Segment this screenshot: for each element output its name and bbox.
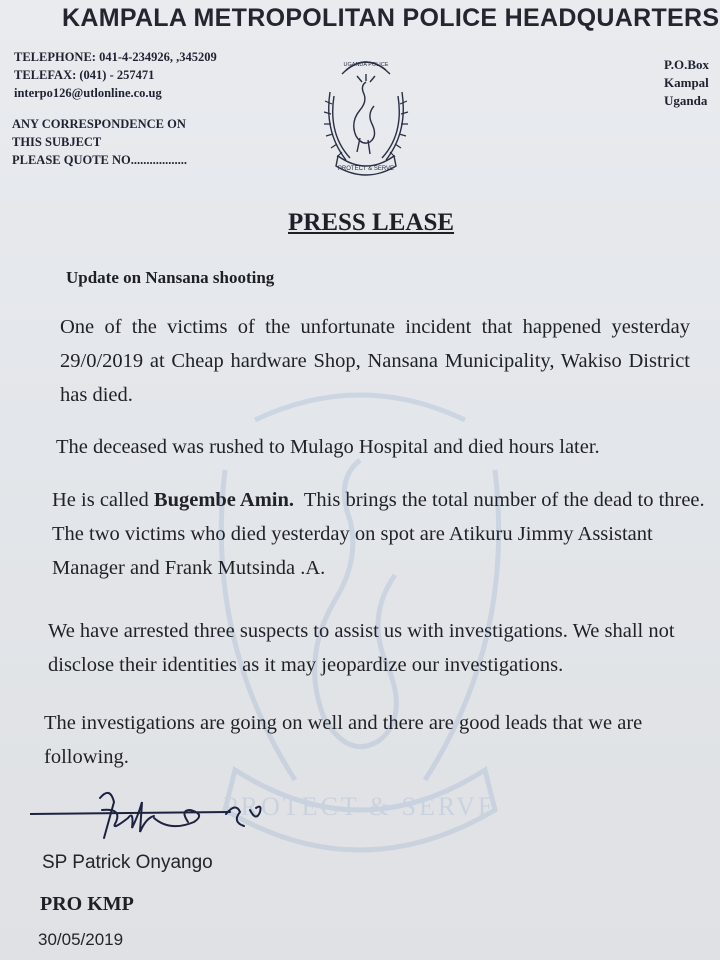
svg-text:PROTECT & SERVE: PROTECT & SERVE (223, 792, 497, 821)
svg-text:UGANDA POLICE: UGANDA POLICE (343, 62, 389, 68)
crest-ribbon-text (338, 166, 394, 172)
telephone-line: TELEPHONE: 041-4-234926, ,345209 (14, 50, 217, 64)
paragraph-deceased-names (52, 483, 712, 585)
address-line-3: Uganda (664, 93, 708, 108)
address-line-1: P.O.Box (664, 57, 710, 72)
telefax-line: TELEFAX: (041) - 257471 (14, 68, 155, 82)
postal-address (664, 56, 709, 110)
svg-text:PROTECT & SERVE: PROTECT & SERVE (337, 166, 395, 172)
email-line: interpo126@utlonline.co.ug (14, 86, 162, 100)
release-date: 30/05/2019 (38, 930, 124, 949)
signatory-title: PRO KMP (40, 893, 134, 915)
paragraph-hospital: The deceased was rushed to Mulago Hospital and died hours later. (56, 436, 600, 458)
paragraph-investigations: The investigations are going on well and there are good leads that we are following. (44, 712, 643, 768)
contact-details (14, 48, 217, 102)
document-title: PRESS LEASE (288, 209, 455, 236)
reference-line-2: THIS SUBJECT (12, 135, 102, 149)
deceased-name: Bugembe Amin. (153, 489, 294, 511)
handwritten-signature-icon (30, 788, 290, 848)
uganda-police-crest-icon (316, 52, 416, 182)
reference-line-1: ANY CORRESPONDENCE ON (12, 117, 186, 131)
reference-line-3: PLEASE QUOTE NO.................. (12, 153, 188, 167)
signatory-name: SP Patrick Onyango (42, 852, 213, 873)
paragraph-victim-died: One of the victims of the unfortunate incident that happened yesterday 29/0/2019 at Cheap hardware Shop, Nansana Municipality, Wakiso District has died. (60, 316, 690, 406)
reference-notice (12, 115, 187, 169)
p3-intro: He is called (52, 489, 154, 511)
address-line-2: Kampal (664, 75, 709, 90)
paragraph-arrests: We have arrested three suspects to assist us with investigations. We shall not disclose their identities as it may jeopardize our investigations. (48, 620, 675, 676)
organization-heading: KAMPALA METROPOLITAN POLICE HEADQUARTERS (62, 4, 720, 32)
crest-ring-text (344, 62, 389, 68)
p3-rest: This brings the total number of the dead to three. The two victims who died yesterday on spot are Atikuru Jimmy Assistant Manager and Frank Mutsinda .A. (52, 489, 710, 579)
subject-line: Update on Nansana shooting (66, 268, 275, 287)
